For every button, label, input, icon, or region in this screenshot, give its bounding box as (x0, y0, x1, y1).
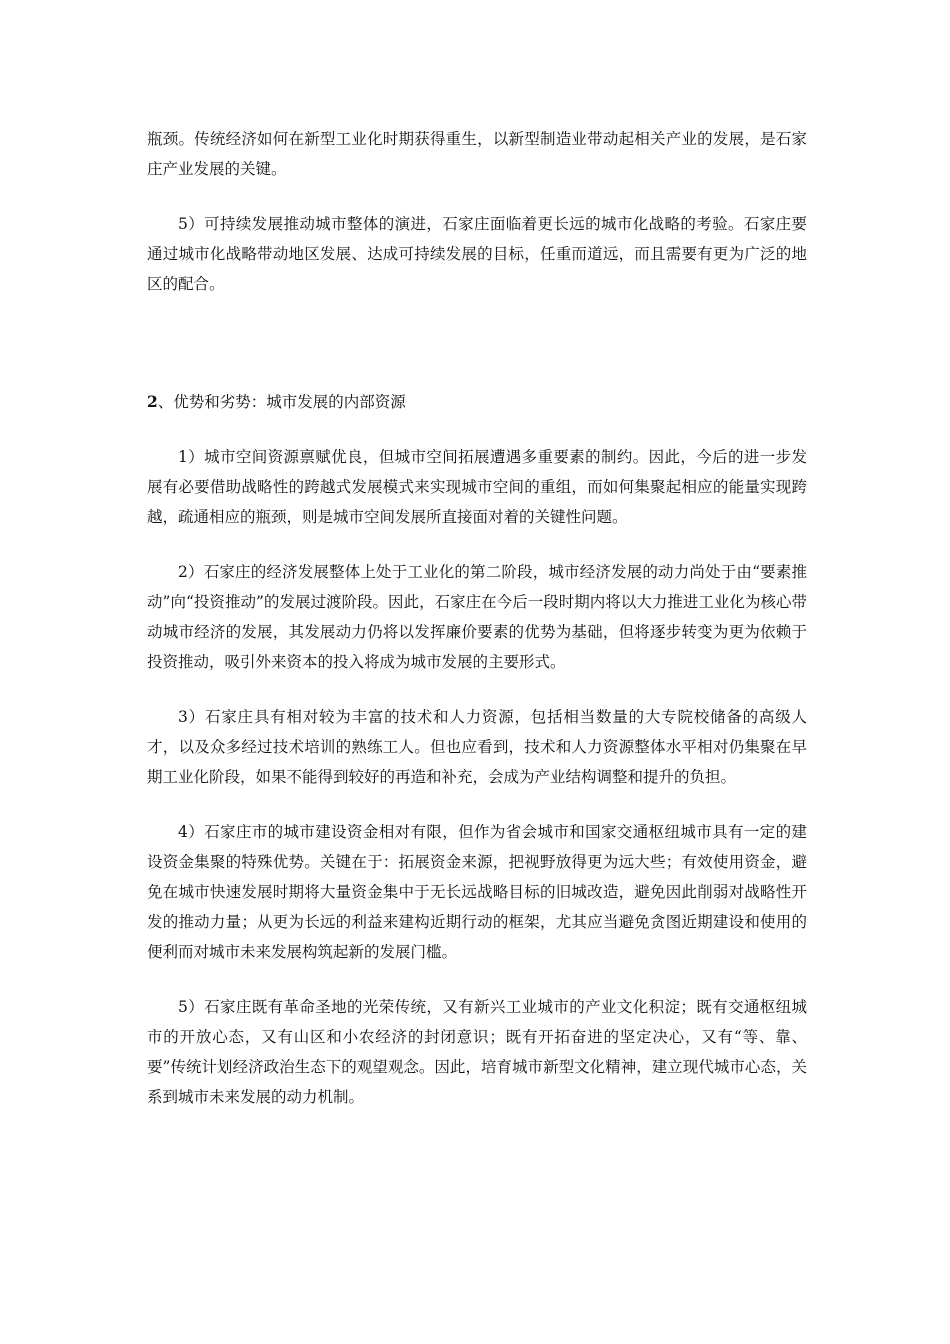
paragraph-item-5: 5）石家庄既有革命圣地的光荣传统，又有新兴工业城市的产业文化积淀；既有交通枢纽城市的开放心态，又有山区和小农经济的封闭意识；既有开拓奋进的坚定决心，又有“等、靠、要”传统计划经济政治生态下的观望观念。因此，培育城市新型文化精神，建立现代城市心态，关系到城市未来发展的动力机制。 (147, 998, 807, 1106)
paragraph-continuation: 瓶颈。传统经济如何在新型工业化时期获得重生，以新型制造业带动起相关产业的发展，是石家庄产业发展的关键。 (147, 130, 807, 178)
paragraph-item-4: 4）石家庄市的城市建设资金相对有限，但作为省会城市和国家交通枢纽城市具有一定的建设资金集聚的特殊优势。关键在于：拓展资金来源，把视野放得更为远大些；有效使用资金，避免在城市快速发展时期将大量资金集中于无长远战略目标的旧城改造，避免因此削弱对战略性开发的推动力量；从更为长远的利益来建构近期行动的框架，尤其应当避免贪图近期建设和使用的便利而对城市未来发展构筑起新的发展门槛。 (147, 823, 807, 961)
section-number: 2 (147, 392, 158, 411)
paragraph-item-5-challenges: 5）可持续发展推动城市整体的演进，石家庄面临着更长远的城市化战略的考验。石家庄要通过城市化战略带动地区发展、达成可持续发展的目标，任重而道远，而且需要有更为广泛的地区的配合。 (147, 215, 807, 293)
paragraph-item-2: 2）石家庄的经济发展整体上处于工业化的第二阶段，城市经济发展的动力尚处于由“要素推动”向“投资推动”的发展过渡阶段。因此，石家庄在今后一段时期内将以大力推进工业化为核心带动城市经济的发展，其发展动力仍将以发挥廉价要素的优势为基础，但将逐步转变为更为依赖于投资推动，吸引外来资本的投入将成为城市发展的主要形式。 (147, 563, 807, 671)
section-title: 、优势和劣势：城市发展的内部资源 (157, 393, 406, 411)
paragraph-item-1: 1）城市空间资源禀赋优良，但城市空间拓展遭遇多重要素的制约。因此，今后的进一步发展有必要借助战略性的跨越式发展模式来实现城市空间的重组，而如何集聚起相应的能量实现跨越，疏通相应的瓶颈，则是城市空间发展所直接面对着的关键性问题。 (147, 448, 807, 526)
document-body (147, 124, 807, 1112)
paragraph-item-3: 3）石家庄具有相对较为丰富的技术和人力资源，包括相当数量的大专院校储备的高级人才，以及众多经过技术培训的熟练工人。但也应看到，技术和人力资源整体水平相对仍集聚在早期工业化阶段，如果不能得到较好的再造和补充，会成为产业结构调整和提升的负担。 (147, 708, 807, 786)
section-heading (147, 387, 807, 417)
